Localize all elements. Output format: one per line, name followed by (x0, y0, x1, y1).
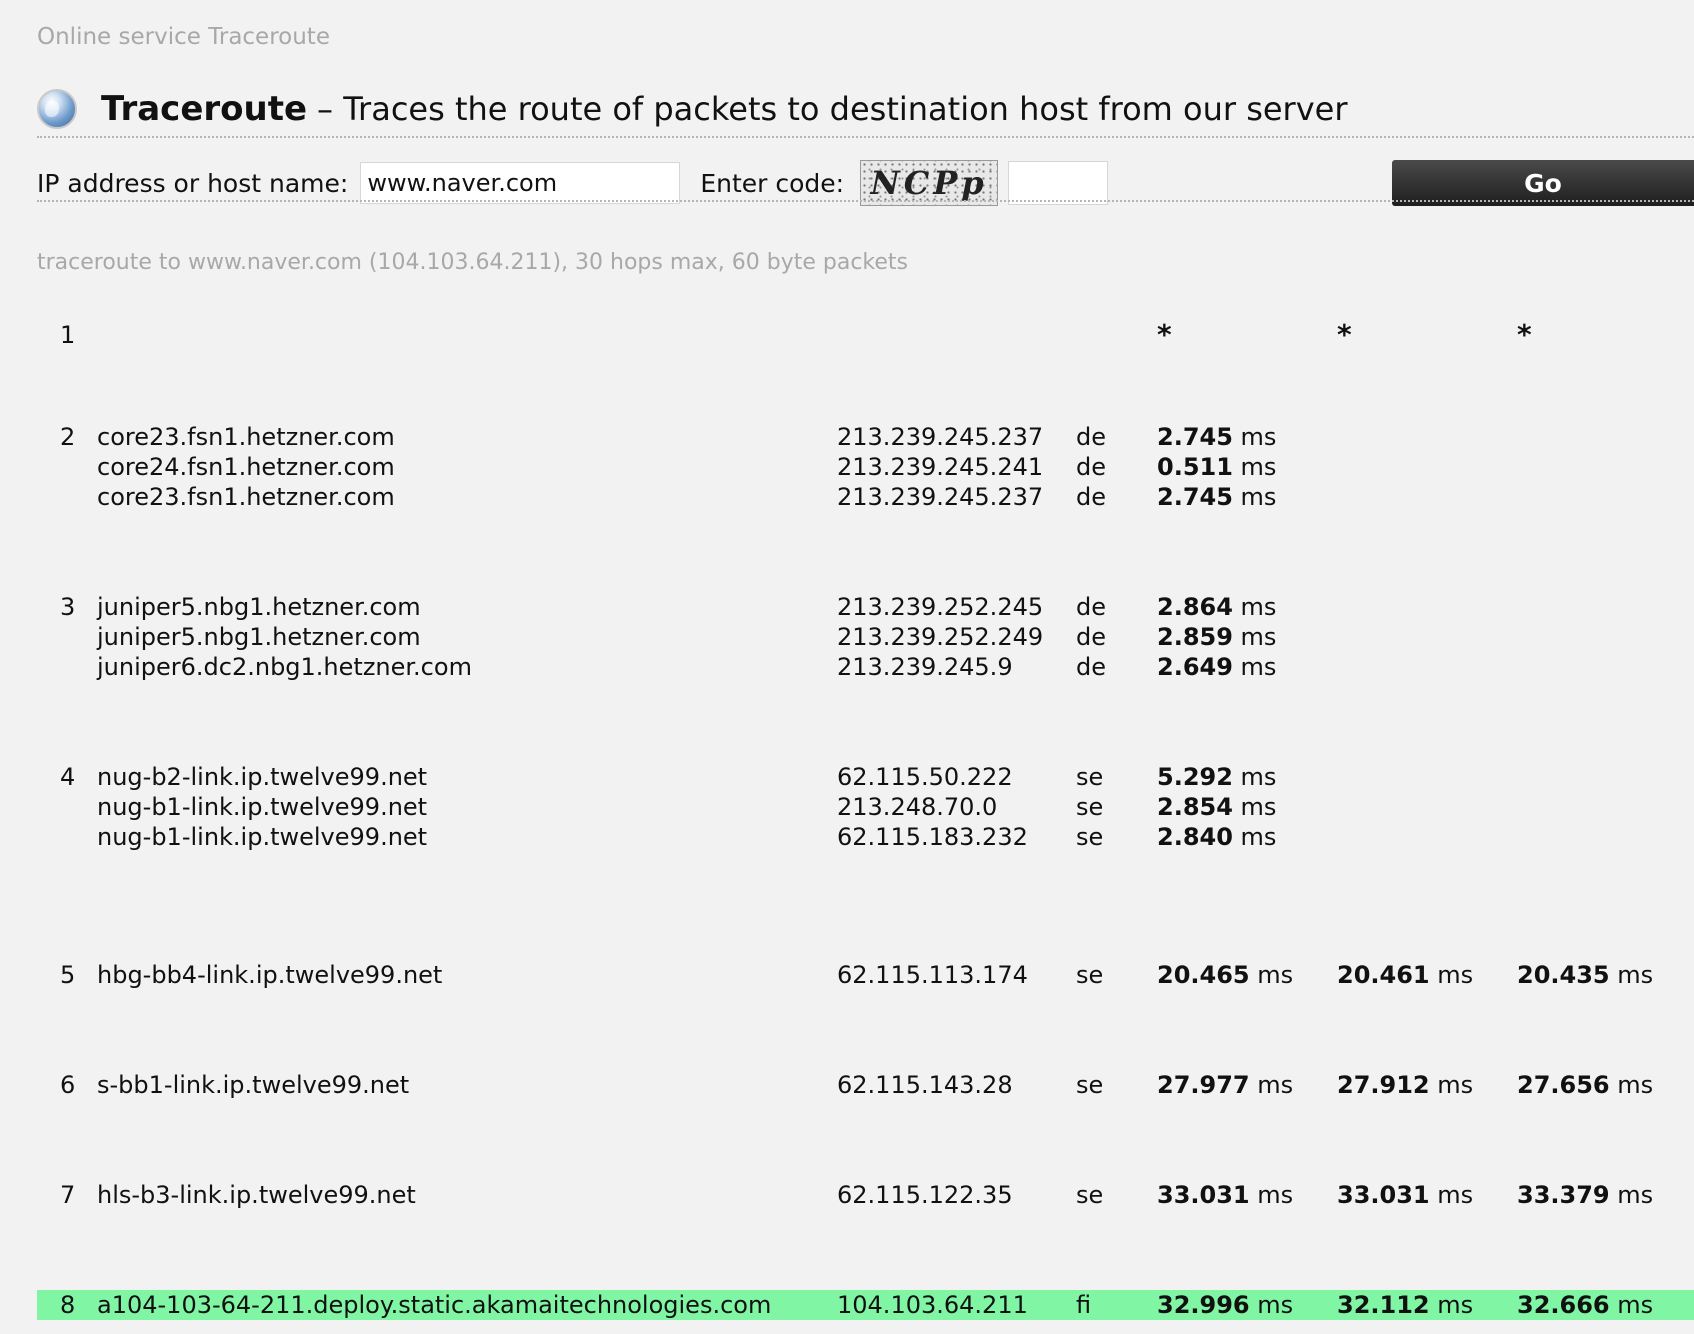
rtt-time (1157, 960, 1293, 990)
page-title-subtitle: – Traces the route of packets to destination host from our server (317, 90, 1348, 128)
rtt-unit: ms (1609, 1181, 1654, 1209)
hop-line (37, 652, 1694, 682)
code-input[interactable] (1008, 161, 1108, 205)
hop-line (37, 822, 1694, 852)
hop-line (37, 960, 1694, 990)
rtt-unit: ms (1609, 961, 1654, 989)
rtt-unit: ms (1232, 793, 1277, 821)
host-name: hbg-bb4-link.ip.twelve99.net (97, 961, 443, 989)
rtt-value: 32.996 (1157, 1291, 1250, 1319)
rtt-value: 0.511 (1157, 453, 1233, 481)
rtt-value: 2.649 (1157, 653, 1233, 681)
hop-line (37, 622, 1694, 652)
hop-line (37, 452, 1694, 482)
hop-line (37, 1290, 1694, 1320)
country-code: se (1076, 763, 1104, 791)
host-name: s-bb1-link.ip.twelve99.net (97, 1071, 410, 1099)
hop-row (37, 762, 1694, 852)
trace-summary: traceroute to www.naver.com (104.103.64.211), 30 hops max, 60 byte packets (37, 250, 908, 275)
ip-address: 213.239.245.241 (837, 453, 1044, 481)
ip-address: 213.239.245.237 (837, 483, 1044, 511)
rtt-value: 2.745 (1157, 423, 1233, 451)
ip-address: 62.115.113.174 (837, 961, 1028, 989)
divider (37, 136, 1694, 138)
rtt-unit: ms (1232, 453, 1277, 481)
host-name: juniper6.dc2.nbg1.hetzner.com (97, 653, 472, 681)
rtt-value: 2.864 (1157, 593, 1233, 621)
rtt-time (1157, 1290, 1293, 1320)
hop-number: 7 (60, 1181, 76, 1209)
rtt-value: 32.666 (1517, 1291, 1610, 1319)
country-code: se (1076, 961, 1104, 989)
page-title (37, 84, 1347, 134)
rtt-value: 33.031 (1157, 1181, 1250, 1209)
hop-number: 1 (60, 321, 76, 349)
page-title-strong: Traceroute (101, 89, 308, 129)
hop-line (37, 482, 1694, 512)
host-name: juniper5.nbg1.hetzner.com (97, 623, 421, 651)
hop-number: 4 (60, 763, 76, 791)
rtt-time (1517, 1290, 1653, 1320)
rtt-unit: ms (1232, 653, 1277, 681)
rtt-time (1337, 960, 1473, 990)
ip-address: 213.248.70.0 (837, 793, 998, 821)
hop-row (37, 592, 1694, 682)
ip-address: 62.115.50.222 (837, 763, 1013, 791)
rtt-unit: ms (1232, 823, 1277, 851)
hop-number: 5 (60, 961, 76, 989)
rtt-time (1337, 1180, 1473, 1210)
rtt-unit: ms (1609, 1291, 1654, 1319)
rtt-unit: ms (1232, 593, 1277, 621)
rtt-unit: ms (1429, 1181, 1474, 1209)
ip-address: 213.239.252.249 (837, 623, 1044, 651)
host-name: nug-b2-link.ip.twelve99.net (97, 763, 428, 791)
breadcrumb: Online service Traceroute (37, 24, 330, 50)
hop-number: 3 (60, 593, 76, 621)
hop-number: 8 (60, 1291, 76, 1319)
rtt-value: 33.031 (1337, 1181, 1430, 1209)
rtt-time (1157, 762, 1276, 792)
ip-address: 62.115.183.232 (837, 823, 1028, 851)
rtt-value: 2.854 (1157, 793, 1233, 821)
rtt-time (1157, 822, 1276, 852)
ip-address: 104.103.64.211 (837, 1291, 1028, 1319)
hop-row (37, 960, 1694, 990)
rtt-value: 27.977 (1157, 1071, 1250, 1099)
country-code: de (1076, 593, 1106, 621)
ip-address: 62.115.143.28 (837, 1071, 1013, 1099)
rtt-unit: ms (1232, 423, 1277, 451)
rtt-time (1157, 1180, 1293, 1210)
hop-row (37, 422, 1694, 512)
rtt-unit: ms (1249, 1181, 1294, 1209)
country-code: de (1076, 453, 1106, 481)
rtt-value: 27.912 (1337, 1071, 1430, 1099)
host-name: nug-b1-link.ip.twelve99.net (97, 823, 428, 851)
country-code: se (1076, 793, 1104, 821)
go-button[interactable]: Go (1392, 160, 1694, 206)
hop-number: 6 (60, 1071, 76, 1099)
rtt-time (1157, 1070, 1293, 1100)
rtt-unit: ms (1249, 961, 1294, 989)
rtt-time (1337, 1290, 1473, 1320)
rtt-unit: ms (1232, 763, 1277, 791)
rtt-value: 20.465 (1157, 961, 1250, 989)
captcha-image: NCPp (860, 160, 998, 206)
hop-row (37, 1070, 1694, 1100)
rtt-value: 5.292 (1157, 763, 1233, 791)
country-code: de (1076, 423, 1106, 451)
rtt-value: 20.435 (1517, 961, 1610, 989)
ip-address: 213.239.245.9 (837, 653, 1013, 681)
rtt-unit: ms (1429, 1071, 1474, 1099)
rtt-unit: ms (1232, 623, 1277, 651)
hop-number: 2 (60, 423, 76, 451)
country-code: fi (1076, 1291, 1092, 1319)
hop-line (37, 422, 1694, 452)
hop-line (37, 762, 1694, 792)
rtt-unit: ms (1609, 1071, 1654, 1099)
timeout-star: * (1337, 318, 1352, 351)
host-name: nug-b1-link.ip.twelve99.net (97, 793, 428, 821)
rtt-time (1337, 1070, 1473, 1100)
rtt-value: 33.379 (1517, 1181, 1610, 1209)
rtt-time (1157, 482, 1276, 512)
timeout-star: * (1517, 318, 1532, 351)
rtt-unit: ms (1249, 1291, 1294, 1319)
rtt-value: 32.112 (1337, 1291, 1430, 1319)
hop-line (37, 1070, 1694, 1100)
country-code: de (1076, 653, 1106, 681)
host-name: hls-b3-link.ip.twelve99.net (97, 1181, 416, 1209)
timeout-star: * (1157, 318, 1172, 351)
rtt-time (1157, 422, 1276, 452)
country-code: se (1076, 1181, 1104, 1209)
hop-line (37, 792, 1694, 822)
rtt-time (1517, 1070, 1653, 1100)
hop-line (37, 592, 1694, 622)
globe-icon (37, 89, 77, 129)
divider (37, 200, 1694, 202)
host-name: core23.fsn1.hetzner.com (97, 483, 395, 511)
country-code: se (1076, 1071, 1104, 1099)
rtt-time (1157, 592, 1276, 622)
hop-line (37, 320, 1694, 350)
rtt-time (1157, 452, 1276, 482)
ip-address: 213.239.252.245 (837, 593, 1044, 621)
ip-address: 213.239.245.237 (837, 423, 1044, 451)
host-name: a104-103-64-211.deploy.static.akamaitechnologies.com (97, 1291, 772, 1319)
hop-row (37, 320, 1694, 350)
rtt-time (1157, 622, 1276, 652)
host-name: juniper5.nbg1.hetzner.com (97, 593, 421, 621)
rtt-value: 2.859 (1157, 623, 1233, 651)
ip-address: 62.115.122.35 (837, 1181, 1013, 1209)
country-code: de (1076, 623, 1106, 651)
country-code: se (1076, 823, 1104, 851)
code-label: Enter code: (700, 168, 845, 198)
rtt-value: 20.461 (1337, 961, 1430, 989)
host-name: core23.fsn1.hetzner.com (97, 423, 395, 451)
rtt-value: 2.840 (1157, 823, 1233, 851)
rtt-unit: ms (1429, 1291, 1474, 1319)
rtt-unit: ms (1232, 483, 1277, 511)
hop-row (37, 1290, 1694, 1320)
country-code: de (1076, 483, 1106, 511)
host-input[interactable] (360, 162, 680, 204)
rtt-value: 2.745 (1157, 483, 1233, 511)
rtt-time (1157, 652, 1276, 682)
rtt-unit: ms (1429, 961, 1474, 989)
rtt-time (1517, 960, 1653, 990)
host-label: IP address or host name: (37, 168, 349, 198)
hop-row (37, 1180, 1694, 1210)
rtt-time (1517, 1180, 1653, 1210)
host-name: core24.fsn1.hetzner.com (97, 453, 395, 481)
hop-line (37, 1180, 1694, 1210)
rtt-unit: ms (1249, 1071, 1294, 1099)
rtt-value: 27.656 (1517, 1071, 1610, 1099)
rtt-time (1157, 792, 1276, 822)
